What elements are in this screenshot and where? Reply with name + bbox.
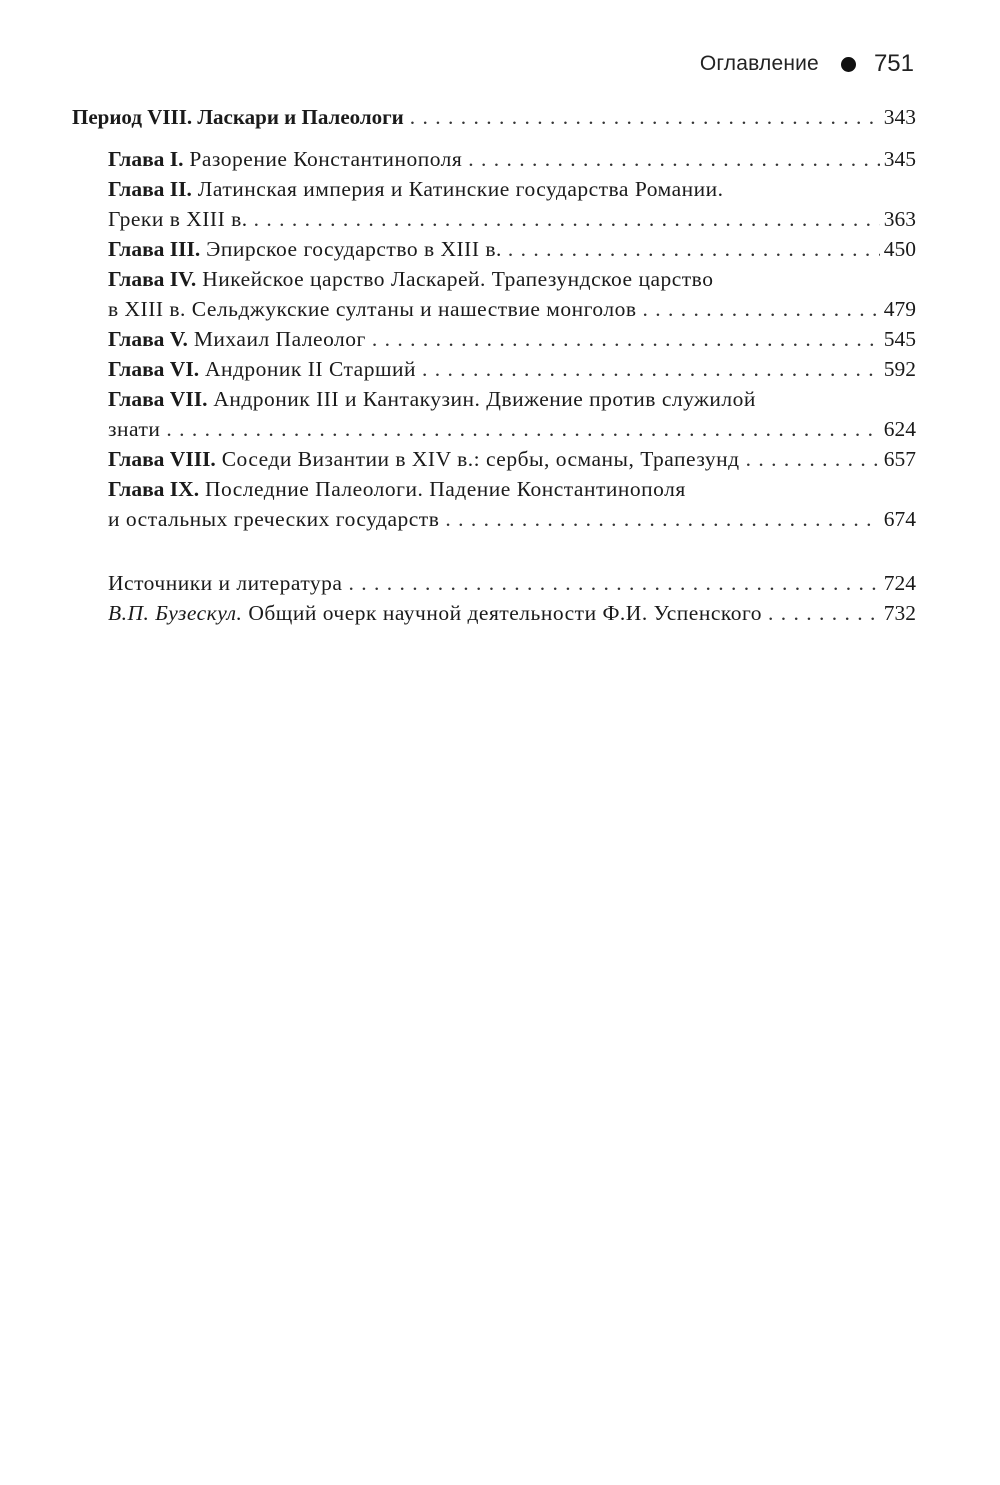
chapter-page: 657 [883, 447, 916, 471]
chapter-number: Глава IX. [108, 477, 200, 501]
toc-chapter-8[interactable] [108, 444, 916, 474]
table-of-contents [72, 102, 916, 628]
toc-chapter-4[interactable] [108, 264, 916, 324]
chapter-title-line2: и остальных греческих государств [108, 507, 440, 531]
toc-chapter-9[interactable] [108, 474, 916, 534]
toc-chapter-6[interactable] [108, 354, 916, 384]
leader-dots [254, 204, 880, 234]
chapter-page: 345 [883, 147, 916, 171]
chapter-title: Михаил Палеолог [193, 327, 366, 351]
chapter-number: Глава I. [108, 147, 184, 171]
chapter-title-line2: в XIII в. Сельджукские султаны и нашествие монголов [108, 297, 637, 321]
toc-appendix-sources[interactable] [108, 568, 916, 598]
chapter-title-line1: Андроник III и Кантакузин. Движение против служилой [213, 387, 756, 411]
leader-dots [372, 324, 880, 354]
chapter-title-line2: знати [108, 417, 161, 441]
chapter-title: Андроник II Старший [204, 357, 417, 381]
chapter-number: Глава III. [108, 237, 201, 261]
chapter-page: 545 [883, 327, 916, 351]
chapter-number: Глава VII. [108, 387, 208, 411]
chapter-page: 479 [883, 297, 916, 321]
bullet-icon [841, 57, 856, 72]
period-title: Период VIII. Ласкари и Палеологи [72, 105, 404, 129]
leader-dots [768, 598, 880, 628]
page-number: 751 [873, 50, 914, 77]
chapter-title: Эпирское государство в XIII в. [206, 237, 502, 261]
running-head [700, 50, 914, 78]
appendix-author: В.П. Бузескул. [108, 601, 243, 625]
chapter-page: 450 [883, 237, 916, 261]
appendix-page: 724 [883, 571, 916, 595]
chapter-number: Глава VIII. [108, 447, 216, 471]
chapter-title: Разорение Константинополя [189, 147, 463, 171]
appendix-title: Источники и литература [108, 571, 343, 595]
period-page: 343 [883, 105, 916, 129]
chapter-number: Глава VI. [108, 357, 200, 381]
chapter-number: Глава II. [108, 177, 192, 201]
leader-dots [508, 234, 880, 264]
toc-chapter-3[interactable] [108, 234, 916, 264]
toc-appendix-essay[interactable] [108, 598, 916, 628]
leader-dots [410, 102, 880, 132]
chapter-number: Глава IV. [108, 267, 197, 291]
leader-dots [468, 144, 879, 174]
leader-dots [643, 294, 880, 324]
toc-period-entry[interactable] [72, 102, 916, 132]
chapter-page: 363 [883, 207, 916, 231]
leader-dots [445, 504, 879, 534]
appendix-title: Общий очерк научной деятельности Ф.И. Успенского [248, 601, 763, 625]
running-head-title: Оглавление [699, 52, 819, 75]
toc-chapter-2[interactable] [108, 174, 916, 234]
chapter-page: 674 [883, 507, 916, 531]
section-spacer [72, 534, 916, 568]
chapter-page: 592 [883, 357, 916, 381]
chapter-number: Глава V. [108, 327, 188, 351]
chapter-title-line1: Последние Палеологи. Падение Константинополя [204, 477, 686, 501]
chapter-title-line2: Греки в XIII в. [108, 207, 248, 231]
toc-chapter-7[interactable] [108, 384, 916, 444]
appendix-page: 732 [883, 601, 916, 625]
chapter-title-line1: Латинская империя и Катинские государства Романии. [197, 177, 724, 201]
leader-dots [746, 444, 880, 474]
leader-dots [348, 568, 879, 598]
chapter-title-line1: Никейское царство Ласкарей. Трапезундское царство [202, 267, 714, 291]
chapter-page: 624 [883, 417, 916, 441]
toc-chapter-1[interactable] [108, 144, 916, 174]
leader-dots [166, 414, 879, 444]
leader-dots [422, 354, 880, 384]
chapter-title: Соседи Византии в XIV в.: сербы, османы, Трапезунд [221, 447, 740, 471]
toc-chapter-5[interactable] [108, 324, 916, 354]
